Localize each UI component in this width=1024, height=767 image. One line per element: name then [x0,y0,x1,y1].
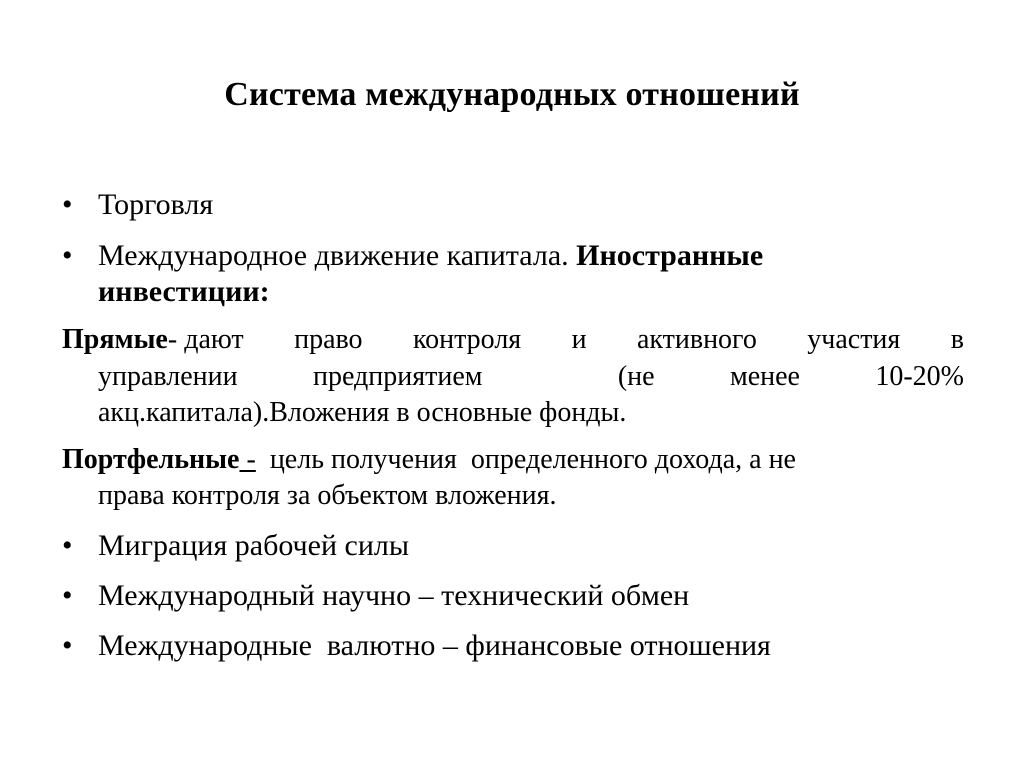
slide-title: Система международных отношений [224,76,800,113]
direct-word: - дают [167,324,244,355]
direct-word: менее [729,361,800,392]
bullet-item-capital [62,238,763,274]
portfolio-text: цель получения определенного дохода, а не [255,444,796,475]
bullet-item-trade [62,187,213,223]
portfolio-investments-line-2: права контроля за объектом вложения. [98,480,557,511]
bullet-item-currency-finance [62,628,771,664]
direct-word: 10-20% [875,361,964,392]
bullet-text: Миграция рабочей силы [98,529,410,562]
direct-investments-line-2 [98,360,964,394]
bullet-icon: • [62,239,73,272]
bullet-item-tech-exchange [62,578,689,614]
bullet-icon: • [62,188,73,221]
bullet-text: Торговля [98,188,214,221]
direct-investments-line-3: акц.капитала).Вложения в основные фонды. [98,397,627,428]
bullet-item-labor-migration [62,528,409,564]
bullet-icon: • [62,629,73,662]
portfolio-investments-line-1 [62,443,796,477]
direct-word: в [950,324,964,355]
direct-word: право [294,324,363,355]
bullet-text: Международные валютно – финансовые отношения [98,629,771,662]
direct-term: Прямые [62,324,168,355]
portfolio-term: Портфельные [62,444,240,475]
direct-word: участия [807,324,901,355]
bullet-icon: • [62,529,73,562]
direct-word: управлении [98,361,238,392]
bullet-text-bold: Иностранные [576,239,764,272]
bullet-icon: • [62,579,73,612]
direct-word: активного [636,324,757,355]
bullet-text [98,238,763,274]
bullet-continuation: инвестиции: [98,275,270,308]
direct-word: (не [617,361,655,392]
direct-word: предприятием [312,361,483,392]
direct-word: и [571,324,587,355]
direct-investments-line-1 [62,323,964,357]
portfolio-dash: - [239,444,256,475]
bullet-text-regular: Международное движение капитала. [98,239,577,272]
bullet-text: Международный научно – технический обмен [98,579,690,612]
direct-word: контроля [412,324,522,355]
